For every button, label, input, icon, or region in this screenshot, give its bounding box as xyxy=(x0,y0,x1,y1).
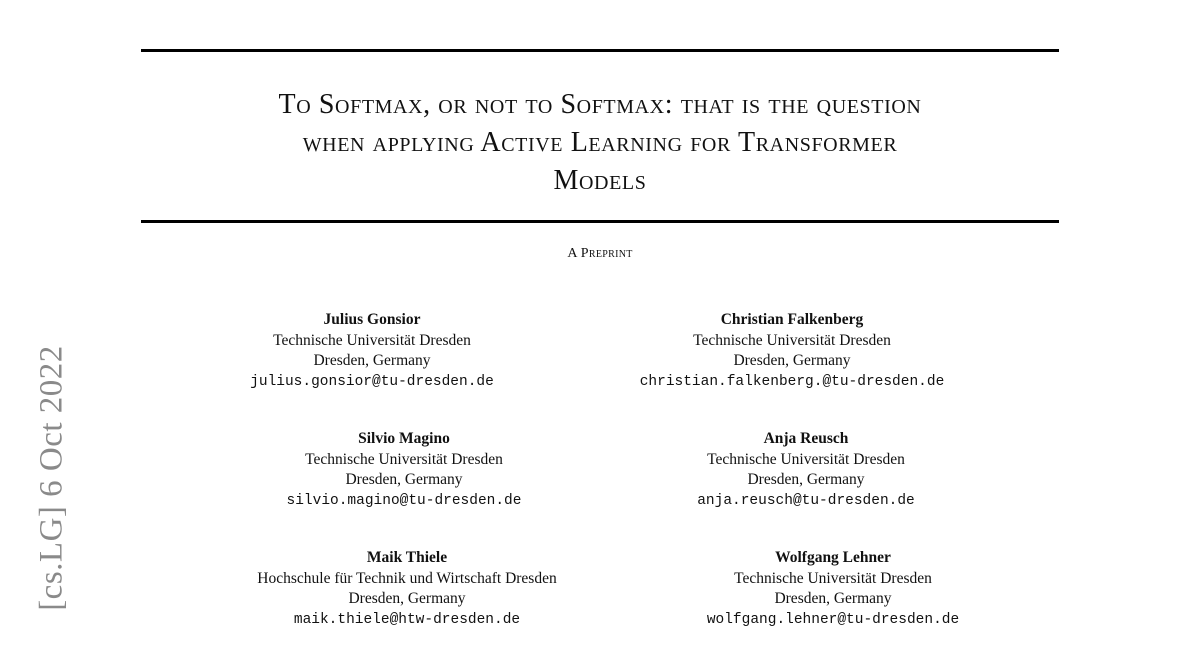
author-name: Wolfgang Lehner xyxy=(775,549,891,566)
author-email: wolfgang.lehner@tu-dresden.de xyxy=(706,611,960,628)
author-location: Dresden, Germany xyxy=(345,471,463,488)
arxiv-stamp: [cs.LG] 6 Oct 2022 xyxy=(33,345,70,611)
author-email: anja.reusch@tu-dresden.de xyxy=(697,492,915,509)
title-bottom-rule xyxy=(141,220,1059,223)
title-line: To Softmax, or not to Softmax: that is the question xyxy=(278,89,922,120)
paper-title xyxy=(141,86,1059,200)
author-affiliation: Hochschule für Technik und Wirtschaft Dresden xyxy=(257,569,557,587)
author-email: silvio.magino@tu-dresden.de xyxy=(286,492,522,509)
author-block xyxy=(697,429,915,511)
author-location: Dresden, Germany xyxy=(348,590,466,607)
preprint-label: A Preprint xyxy=(567,246,633,261)
author-email: maik.thiele@htw-dresden.de xyxy=(293,611,521,628)
author-name: Maik Thiele xyxy=(366,549,448,566)
author-block xyxy=(257,548,556,630)
author-affiliation: Technische Universität Dresden xyxy=(693,331,891,349)
author-location: Dresden, Germany xyxy=(747,471,865,488)
author-affiliation: Technische Universität Dresden xyxy=(305,450,503,468)
author-block xyxy=(250,310,494,392)
author-location: Dresden, Germany xyxy=(733,352,851,369)
author-email: christian.falkenberg.@tu-dresden.de xyxy=(639,373,945,390)
author-name: Christian Falkenberg xyxy=(720,311,864,328)
title-line: when applying Active Learning for Transformer xyxy=(302,127,898,158)
author-name: Silvio Magino xyxy=(358,430,450,447)
author-location: Dresden, Germany xyxy=(313,352,431,369)
author-affiliation: Technische Universität Dresden xyxy=(273,331,471,349)
author-block xyxy=(640,310,945,392)
author-name: Julius Gonsior xyxy=(323,311,421,328)
author-affiliation: Technische Universität Dresden xyxy=(734,569,932,587)
author-affiliation: Technische Universität Dresden xyxy=(707,450,905,468)
author-block xyxy=(287,429,522,511)
author-email: julius.gonsior@tu-dresden.de xyxy=(250,373,494,390)
title-line: Models xyxy=(553,165,647,196)
title-top-rule xyxy=(141,49,1059,52)
author-name: Anja Reusch xyxy=(763,430,849,447)
author-block xyxy=(707,548,959,630)
author-location: Dresden, Germany xyxy=(774,590,892,607)
